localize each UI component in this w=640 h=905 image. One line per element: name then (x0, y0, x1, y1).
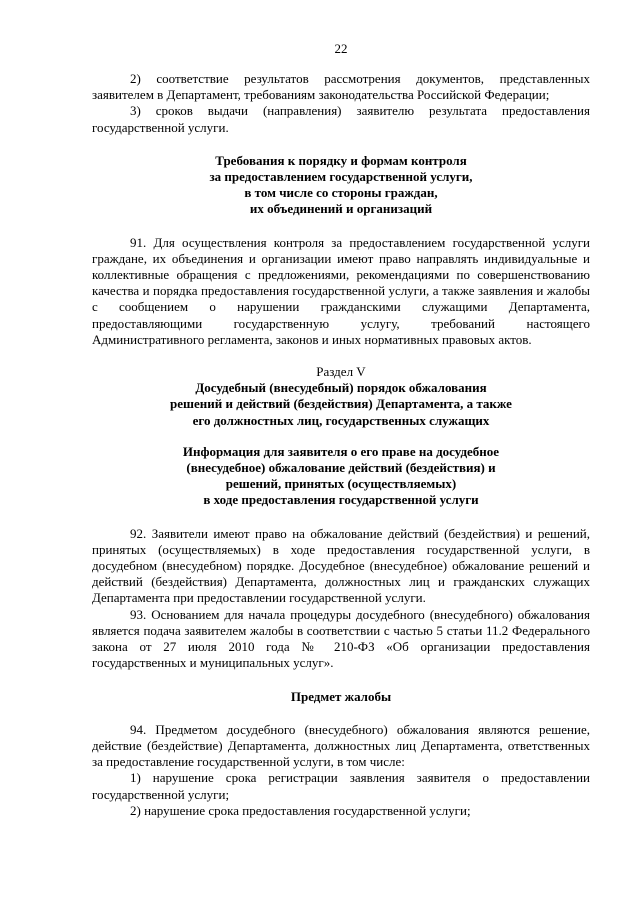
heading-line: Информация для заявителя о его праве на досудебное (182, 443, 500, 459)
spacer (92, 705, 590, 722)
paragraph-94: 94. Предметом досудебного (внесудебного) обжалования являются решение, действие (бездействие) Департамента, должностных лиц Департамента, ответственных за предоставление государственной услуги, в том числе: (92, 721, 590, 770)
heading-line: решений и действий (бездействия) Департамента, а также (170, 396, 512, 412)
paragraph-91: 91. Для осуществления контроля за предоставлением государственной услуги граждане, их объединения и организации имеют право направлять индивидуальные и коллективные обращения с предложениями, рекомендациями по совершенствованию качества и порядка предоставления государственной услуги, а также заявления и жалобы с сообщением о нарушении гражданскими служащими Департамента, предоставляющими государственную услугу, требований настоящего Административного регламента, законов и иных нормативных правовых актов. (92, 234, 590, 347)
page-number: 22 (334, 41, 348, 56)
document-body (92, 71, 590, 819)
heading-line: Требования к порядку и формам контроля (215, 152, 467, 168)
spacer (92, 136, 590, 153)
paragraph-93: 93. Основанием для начала процедуры досудебного (внесудебного) обжалования является подача заявителем жалобы в соответствии с частью 5 статьи 11.2 Федерального закона от 27 июля 2010 года № 210-ФЗ «Об организации предоставления государственных и муниципальных услуг». (92, 606, 590, 671)
heading-complaint-subject: Предмет жалобы (290, 688, 392, 704)
spacer (92, 348, 590, 364)
heading-line: Досудебный (внесудебный) порядок обжалования (195, 380, 487, 396)
heading-line: за предоставлением государственной услуги, (209, 169, 473, 185)
heading-line: в ходе предоставления государственной услуги (203, 492, 479, 508)
heading-line: их объединений и организаций (249, 201, 433, 217)
heading-pretrial-appeal (92, 380, 590, 429)
spacer (92, 429, 590, 444)
paragraph-item-3: 3) сроков выдачи (направления) заявителю результата предоставления государственной услуги. (92, 103, 590, 135)
heading-control-requirements (92, 153, 590, 218)
spacer (92, 509, 590, 526)
section-label: Раздел V (316, 364, 366, 380)
document-page (92, 0, 590, 905)
heading-line: его должностных лиц, государственных служащих (192, 412, 490, 428)
paragraph-92: 92. Заявители имеют право на обжалование действий (бездействия) и решений, принятых (осуществляемых) в ходе предоставления государственной услуги, в досудебном (внесудебном) порядке. Досудебное (внесудебное) обжалование решений и действий (бездействия) Департамента, должностных лиц и гражданских служащих Департамента при предоставлении государственной услуги. (92, 525, 590, 606)
heading-applicant-information (92, 444, 590, 509)
heading-line: (внесудебное) обжалование действий (бездействия) и (186, 460, 496, 476)
paragraph-94-item-2: 2) нарушение срока предоставления государственной услуги; (130, 802, 471, 818)
heading-line: решений, принятых (осуществляемых) (225, 476, 457, 492)
paragraph-94-item-1: 1) нарушение срока регистрации заявления заявителя о предоставлении государственной услуги; (92, 770, 590, 802)
heading-line: в том числе со стороны граждан, (244, 185, 438, 201)
paragraph-item-2: 2) соответствие результатов рассмотрения документов, представленных заявителем в Департамент, требованиям законодательства Российской Федерации; (92, 71, 590, 103)
spacer (92, 672, 590, 689)
spacer (92, 218, 590, 235)
